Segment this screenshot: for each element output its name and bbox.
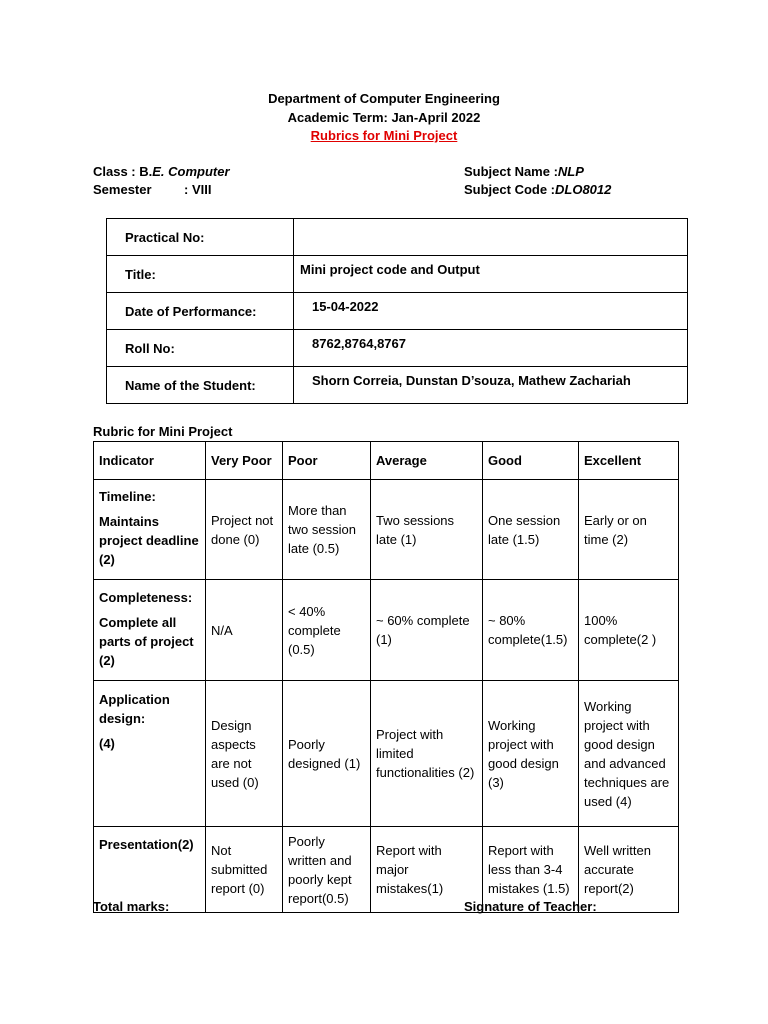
subject-code-label: Subject Code : [464,182,556,197]
roll-no-label: Roll No: [107,330,294,367]
semester-line [93,182,212,197]
subject-name-line [464,164,584,179]
header-average: Average [371,442,483,480]
table-row [107,367,688,404]
header-excellent: Excellent [579,442,679,480]
indicator-desc: Complete all parts of project (2) [99,615,194,668]
indicator-title: Completeness: [99,590,193,605]
department-heading: Department of Computer Engineering [268,91,500,106]
indicator-title: Application design: [99,692,170,726]
rubric-cell: Report with major mistakes(1) [371,827,483,913]
rubric-cell: More than two session late (0.5) [283,480,371,580]
rubric-cell: Well written accurate report(2) [579,827,679,913]
rubric-title: Rubric for Mini Project [93,424,233,439]
rubric-cell: Early or on time (2) [579,480,679,580]
practical-no-label: Practical No: [107,219,294,256]
semester-label: Semester [93,182,152,197]
subject-code-line [464,182,611,197]
header-good: Good [483,442,579,480]
indicator-cell [94,480,206,580]
table-row [107,219,688,256]
practical-no-value [294,219,688,256]
rubric-cell: ~ 80% complete(1.5) [483,580,579,681]
title-label: Title: [107,256,294,293]
date-label: Date of Performance: [107,293,294,330]
teacher-signature-label: Signature of Teacher: [464,899,597,914]
rubric-row-application-design [94,681,679,827]
rubric-cell: Not submitted report (0) [206,827,283,913]
rubric-header-row [94,442,679,480]
rubric-table [93,441,679,913]
class-label: Class : B. [93,164,153,179]
rubric-cell: Project with limited functionalities (2) [371,681,483,827]
table-row [107,293,688,330]
indicator-title: Timeline: [99,489,156,504]
class-value: E. Computer [152,164,230,179]
title-value: Mini project code and Output [294,256,688,293]
header-poor: Poor [283,442,371,480]
subject-name-value: NLP [557,164,584,179]
academic-term: Academic Term: Jan-April 2022 [287,110,481,125]
indicator-desc: (4) [99,736,115,751]
rubric-cell: Poorly designed (1) [283,681,371,827]
indicator-title: Presentation(2) [99,837,194,852]
subject-name-label: Subject Name : [464,164,558,179]
rubric-row-completeness [94,580,679,681]
rubric-cell: N/A [206,580,283,681]
indicator-cell [94,580,206,681]
header-very-poor: Very Poor [206,442,283,480]
rubric-cell: Working project with good design (3) [483,681,579,827]
rubric-cell: One session late (1.5) [483,480,579,580]
date-value: 15-04-2022 [294,293,688,330]
rubric-cell: Report with less than 3-4 mistakes (1.5) [483,827,579,913]
roll-no-value: 8762,8764,8767 [294,330,688,367]
rubric-row-timeline [94,480,679,580]
header-indicator: Indicator [94,442,206,480]
student-name-label: Name of the Student: [107,367,294,404]
student-info-table [106,218,688,404]
table-row [107,256,688,293]
semester-value: : VIII [184,182,212,197]
rubric-cell: ~ 60% complete (1) [371,580,483,681]
class-line [93,164,230,179]
rubric-cell: Poorly written and poorly kept report(0.5) [283,827,371,913]
indicator-desc: Maintains project deadline (2) [99,514,199,567]
table-row [107,330,688,367]
indicator-cell [94,681,206,827]
rubric-cell: Two sessions late (1) [371,480,483,580]
rubric-cell: Design aspects are not used (0) [206,681,283,827]
rubric-cell: Project not done (0) [206,480,283,580]
total-marks-label: Total marks: [93,899,170,914]
rubric-cell: 100% complete(2 ) [579,580,679,681]
document-title: Rubrics for Mini Project [310,128,458,143]
subject-code-value: DLO8012 [555,182,612,197]
rubric-cell: Working project with good design and advanced techniques are used (4) [579,681,679,827]
rubric-cell: < 40% complete (0.5) [283,580,371,681]
student-name-value: Shorn Correia, Dunstan D’souza, Mathew Zachariah [294,367,688,404]
